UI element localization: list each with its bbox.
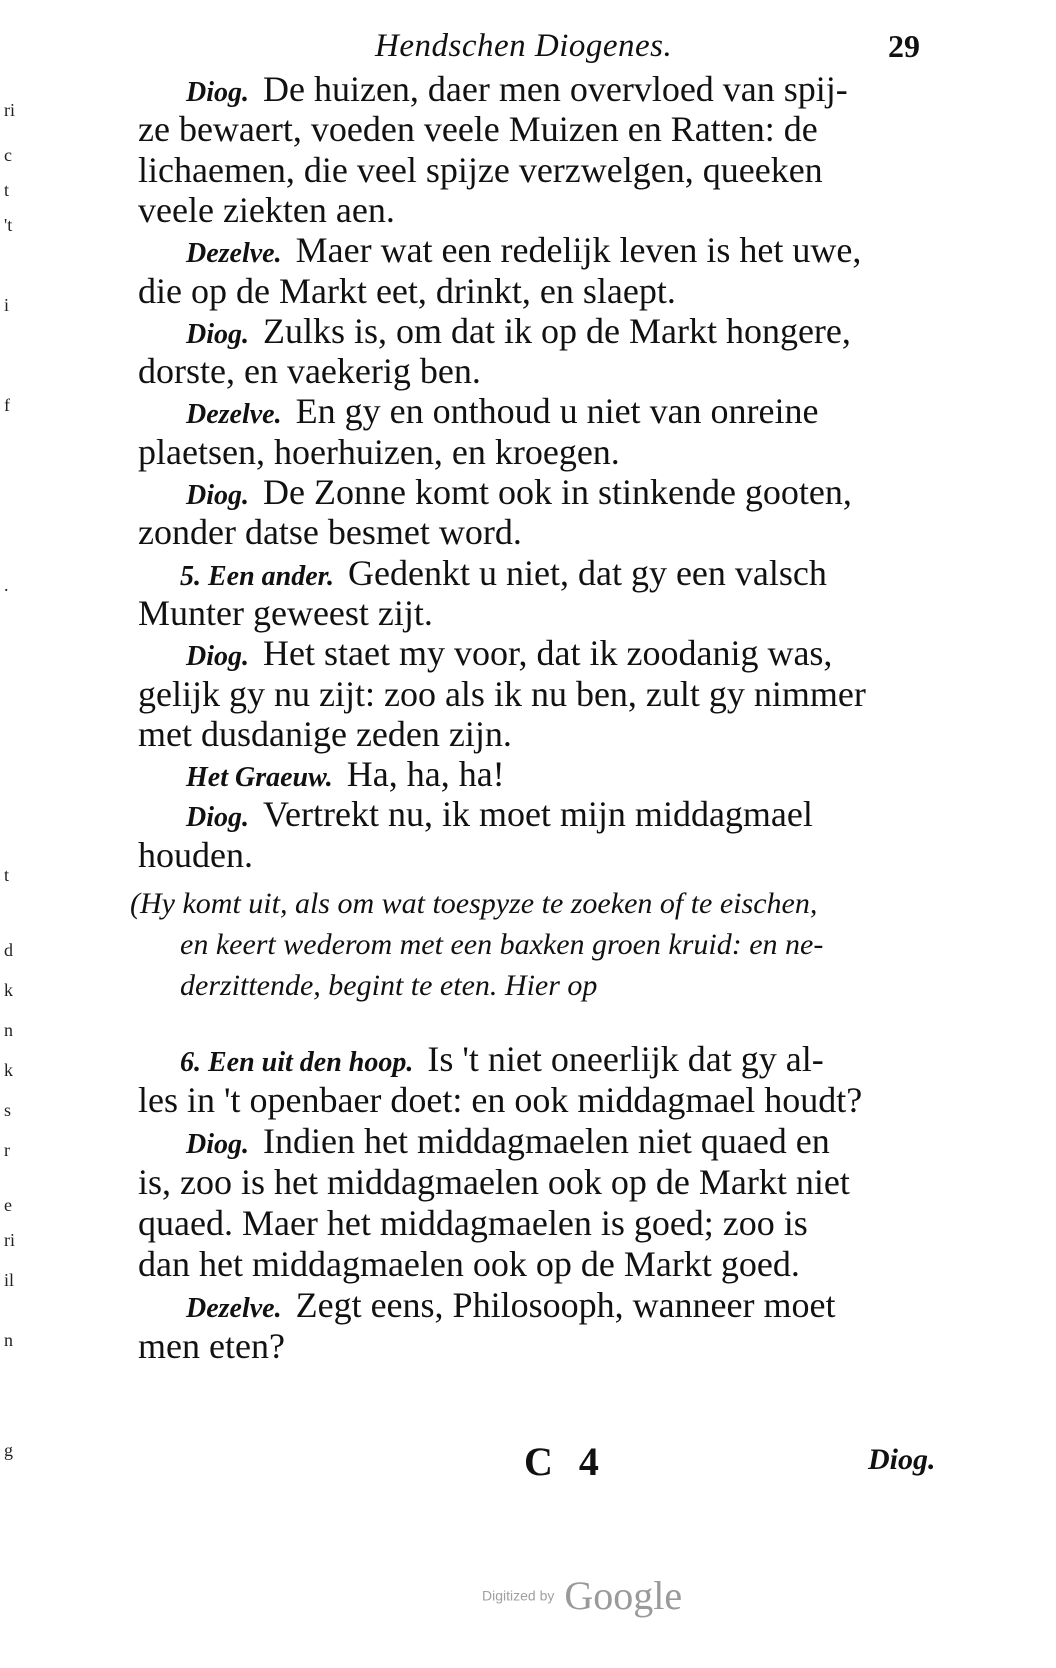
line-text: Vertrekt nu, ik moet mijn middagmael [263,794,813,835]
line-text: houden. [138,834,253,875]
text-line [138,713,938,755]
speaker-name: Dezelve. [186,238,282,270]
line-text: Maer wat een redelijk leven is het uwe, [295,230,862,271]
text-line [186,793,986,839]
speaker-name: Diog. [186,77,249,108]
line-text: Indien het middagmaelen niet quaed en [263,1121,830,1161]
line-text: Gedenkt u niet, dat gy een valsch [348,552,827,593]
line-text: Zegt eens, Philosooph, wanneer moet [295,1285,836,1325]
text-line [138,1325,938,1367]
line-text: les in 't openbaer doet: en ook middagmael houdt? [138,1080,863,1120]
text-line [186,68,986,114]
text-line [186,632,986,678]
speaker-name: Diog. [186,802,249,834]
speaker-name: Dezelve. [186,1293,282,1324]
page-number: 29 [888,28,920,64]
line-text: zonder datse besmet word. [138,512,522,553]
text-line [138,834,938,876]
text-line [138,592,938,634]
text-line [138,1161,938,1203]
speaker-name: Diog. [186,1129,249,1160]
speaker-name: Diog. [186,318,249,350]
text-line [138,1202,938,1244]
speaker-name: 5. Een ander. [180,560,335,592]
line-text: men eten? [138,1326,285,1366]
line-text: veele ziekten aen. [138,189,395,230]
line-text: En gy en onthoud u niet van onreine [295,391,819,432]
text-line [138,270,938,312]
text-line [186,390,986,436]
text-line [138,673,938,715]
text-line [138,189,938,231]
line-text: De Zonne komt ook in stinkende gooten, [263,472,852,512]
text-line [138,1243,938,1285]
line-text: quaed. Maer het middagmaelen is goed; zoo is [138,1203,808,1243]
line-text: Is 't niet oneerlijk dat gy al- [427,1039,824,1079]
line-text: Ha, ha, ha! [346,754,505,795]
text-line [186,471,986,517]
line-text: gelijk gy nu zijt: zoo als ik nu ben, zult gy nimmer [138,673,866,714]
catchword: Diog. [868,1443,936,1476]
text-line [186,1120,986,1166]
running-head-title: Hendschen Diogenes. [375,28,673,64]
line-text: De huizen, daer men overvloed van spij- [263,69,848,109]
text-line [186,229,986,275]
stage-direction-line: (Hy komt uit, als om wat toespyze te zoeken of te eischen, [130,887,818,920]
speaker-name: 6. Een uit den hoop. [180,1047,414,1078]
stage-direction-line: derzittende, begint te eten. Hier op [180,969,598,1002]
line-text: Zulks is, om dat ik op de Markt hongere, [263,310,851,351]
line-text: dorste, en vaekerig ben. [138,351,481,392]
speaker-name: Het Graeuw. [186,762,333,794]
line-text: met dusdanige zeden zijn. [138,713,512,754]
text-line [180,1038,980,1084]
watermark-digitized-by: Digitized by [482,1587,555,1604]
line-text: is, zoo is het middagmaelen ook op de Markt niet [138,1162,850,1202]
line-text: lichaemen, die veel spijze verzwelgen, queeken [138,149,823,190]
text-line [138,431,938,473]
line-text: dan het middagmaelen ook op de Markt goed. [138,1244,800,1284]
speaker-name: Dezelve. [186,399,282,431]
text-line [138,108,938,150]
text-line [138,350,938,392]
text-line [180,552,980,598]
facing-page-bleed-through: ri c t 't i f . t d k n k s r e ri il n g [4,100,15,1460]
google-logo: Google [564,1573,683,1618]
line-text: Munter geweest zijt. [138,592,433,633]
text-line [138,1079,938,1121]
text-line [186,753,986,799]
signature-mark: C 4 [524,1439,607,1484]
digitization-watermark [482,1572,682,1619]
line-text: ze bewaert, voeden veele Muizen en Ratten: de [138,109,818,150]
speaker-name: Diog. [186,480,249,511]
text-line [186,1284,986,1330]
text-line [186,310,986,356]
speaker-name: Diog. [186,641,249,673]
text-line [138,149,938,191]
line-text: die op de Markt eet, drinkt, en slaept. [138,270,676,311]
stage-direction-line: en keert wederom met een baxken groen kruid: en ne- [180,928,824,961]
line-text: plaetsen, hoerhuizen, en kroegen. [138,431,620,472]
text-line [138,511,938,553]
line-text: Het staet my voor, dat ik zoodanig was, [263,633,833,674]
